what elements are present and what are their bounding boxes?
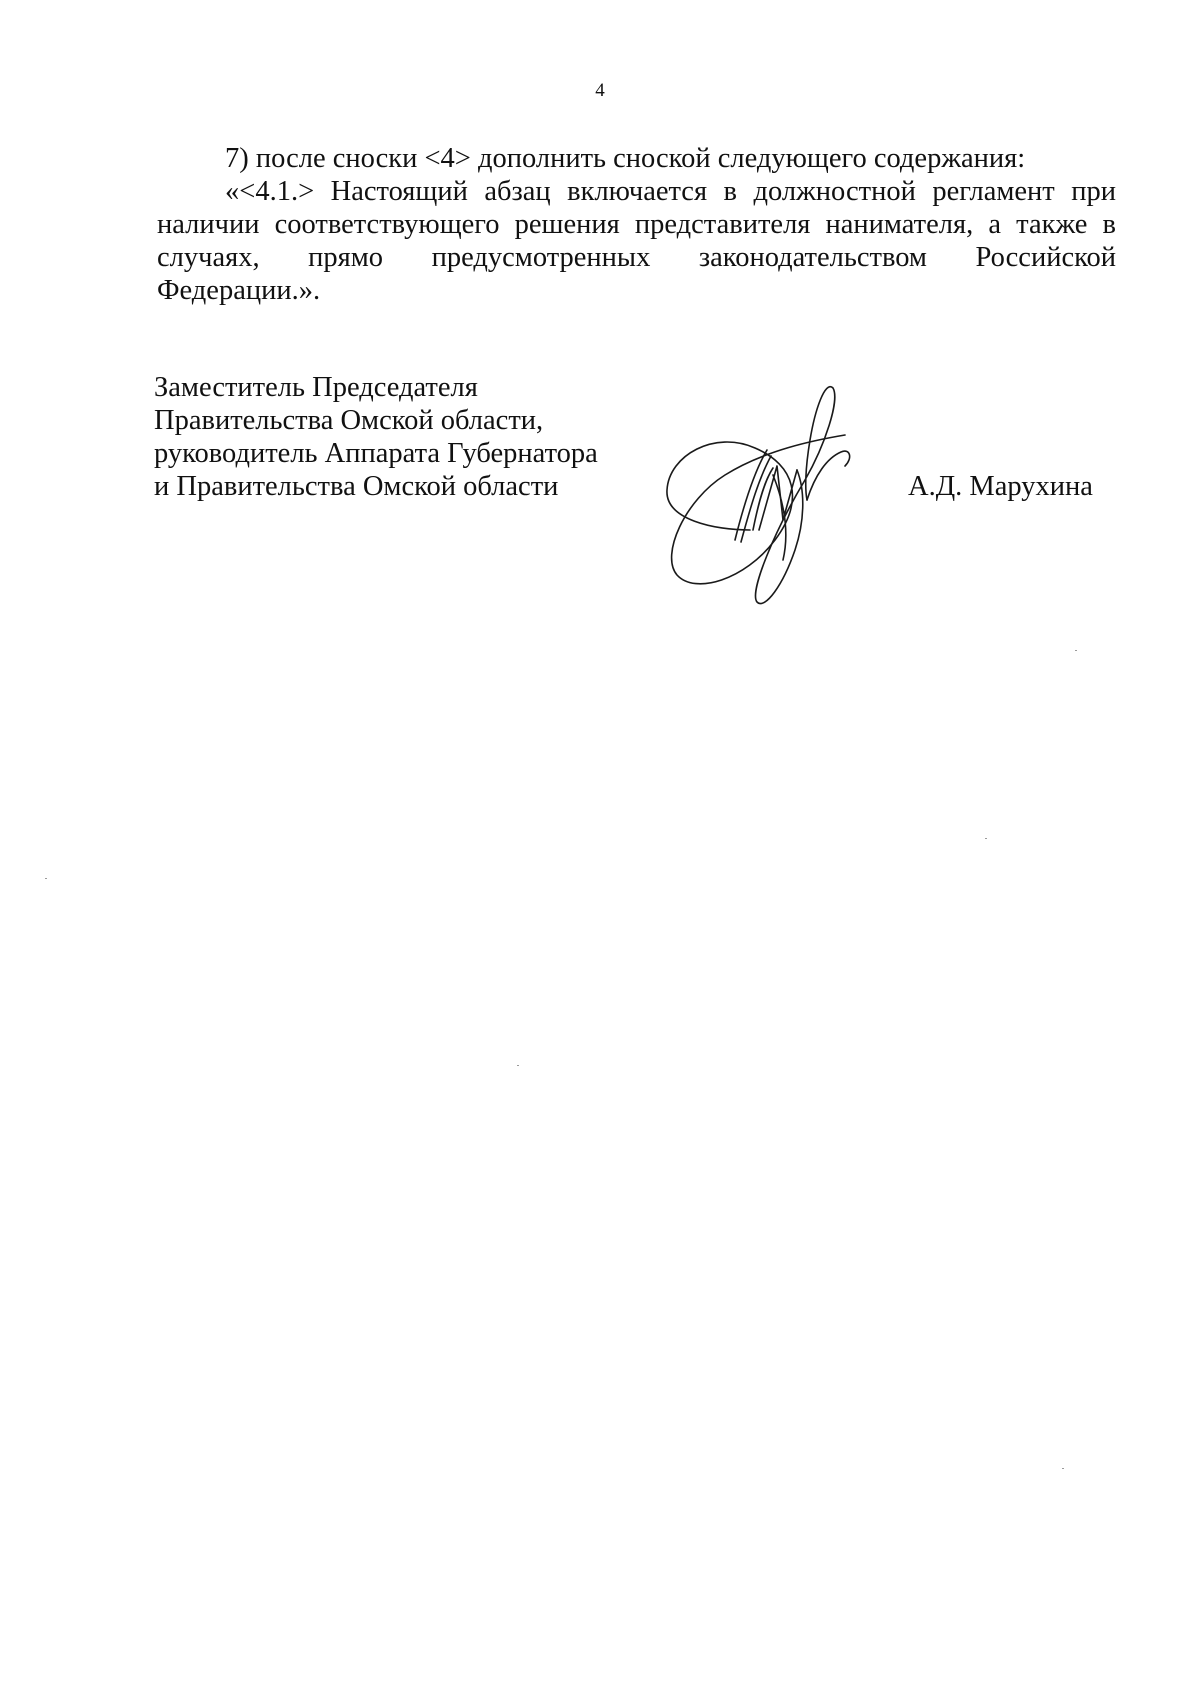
scan-speck bbox=[517, 1065, 519, 1066]
scan-speck bbox=[1062, 1468, 1064, 1469]
page-number: 4 bbox=[595, 80, 605, 101]
footnote-text-paragraph: «<4.1.> Настоящий абзац включается в должностной регламент при наличии соответствующего решения представителя нанимателя, а также в случаях, прямо предусмотренных законодательством Российской Федерации.». bbox=[157, 176, 1116, 306]
signatory-name: А.Д. Марухина bbox=[908, 471, 1093, 502]
document-body bbox=[157, 142, 1116, 307]
handwritten-signature-icon bbox=[655, 380, 915, 620]
signatory-position-line: Заместитель Председателя bbox=[154, 372, 478, 403]
signatory-position-line: и Правительства Омской области bbox=[154, 471, 559, 502]
signatory-position bbox=[154, 371, 674, 503]
amendment-paragraph: 7) после сноски <4> дополнить сноской следующего содержания: bbox=[225, 143, 1026, 174]
signatory-position-line: Правительства Омской области, bbox=[154, 405, 544, 436]
scan-speck bbox=[985, 838, 987, 839]
scan-speck bbox=[1075, 650, 1077, 651]
signatory-position-line: руководитель Аппарата Губернатора bbox=[154, 438, 598, 469]
scan-speck bbox=[45, 878, 47, 879]
